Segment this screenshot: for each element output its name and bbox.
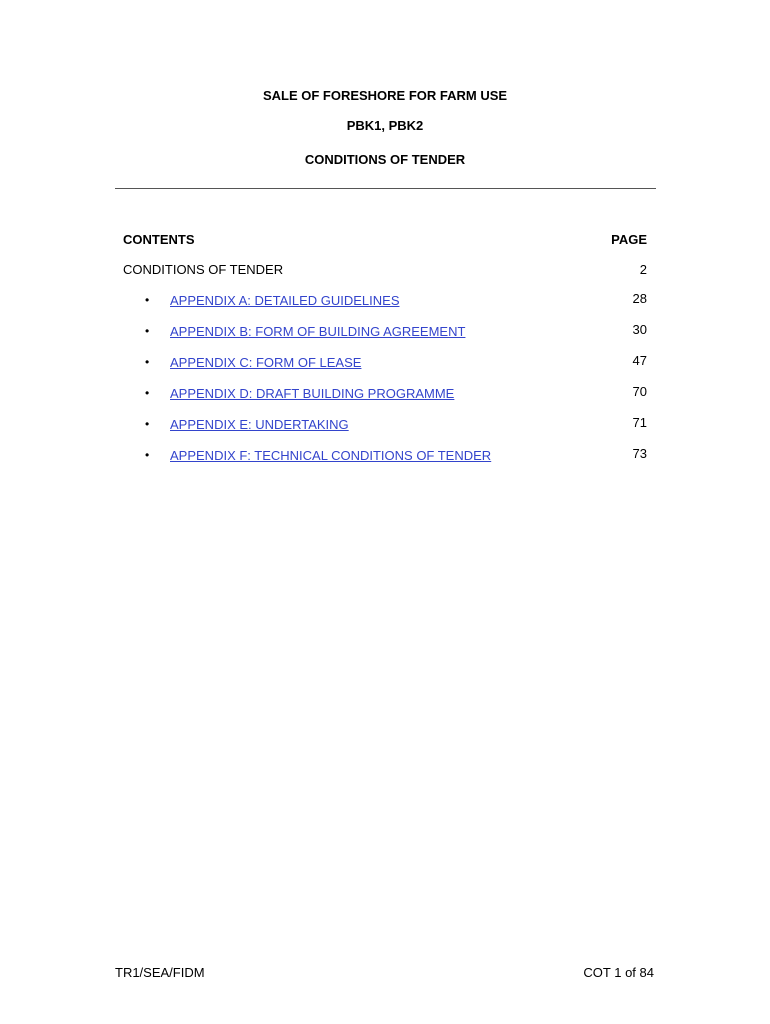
toc-page-number: 28 <box>632 291 647 306</box>
footer-reference: TR1/SEA/FIDM <box>115 965 205 980</box>
toc-link-appendix-c[interactable]: APPENDIX C: FORM OF LEASE <box>170 355 362 370</box>
toc-page-number: 71 <box>632 415 647 430</box>
toc-main-page: 2 <box>639 262 647 277</box>
bullet-icon: • <box>145 386 150 400</box>
bullet-icon: • <box>145 417 150 431</box>
contents-header: CONTENTS <box>123 232 195 247</box>
toc-item-appendix-f <box>0 448 770 466</box>
horizontal-rule <box>115 188 656 189</box>
toc-link-appendix-f[interactable]: APPENDIX F: TECHNICAL CONDITIONS OF TENDER <box>170 448 492 463</box>
toc-page-number: 47 <box>632 353 647 368</box>
toc-item-appendix-c <box>0 355 770 373</box>
document-title: SALE OF FORESHORE FOR FARM USE <box>262 88 508 103</box>
toc-main-label: CONDITIONS OF TENDER <box>123 262 284 277</box>
toc-main-entry <box>0 262 770 280</box>
document-heading: CONDITIONS OF TENDER <box>304 152 466 167</box>
bullet-icon: • <box>145 324 150 338</box>
bullet-icon: • <box>145 355 150 369</box>
toc-page-number: 73 <box>632 446 647 461</box>
footer-page-number: COT 1 of 84 <box>583 965 654 980</box>
bullet-icon: • <box>145 293 150 307</box>
toc-item-appendix-a <box>0 293 770 311</box>
page-header: PAGE <box>611 232 647 247</box>
toc-item-appendix-e <box>0 417 770 435</box>
bullet-icon: • <box>145 448 150 462</box>
toc-link-appendix-e[interactable]: APPENDIX E: UNDERTAKING <box>170 417 349 432</box>
toc-link-appendix-b[interactable]: APPENDIX B: FORM OF BUILDING AGREEMENT <box>170 324 466 339</box>
toc-link-appendix-d[interactable]: APPENDIX D: DRAFT BUILDING PROGRAMME <box>170 386 455 401</box>
toc-page-number: 30 <box>632 322 647 337</box>
document-subtitle: PBK1, PBK2 <box>346 118 424 133</box>
toc-item-appendix-b <box>0 324 770 342</box>
toc-link-appendix-a[interactable]: APPENDIX A: DETAILED GUIDELINES <box>170 293 400 308</box>
toc-page-number: 70 <box>632 384 647 399</box>
toc-item-appendix-d <box>0 386 770 404</box>
